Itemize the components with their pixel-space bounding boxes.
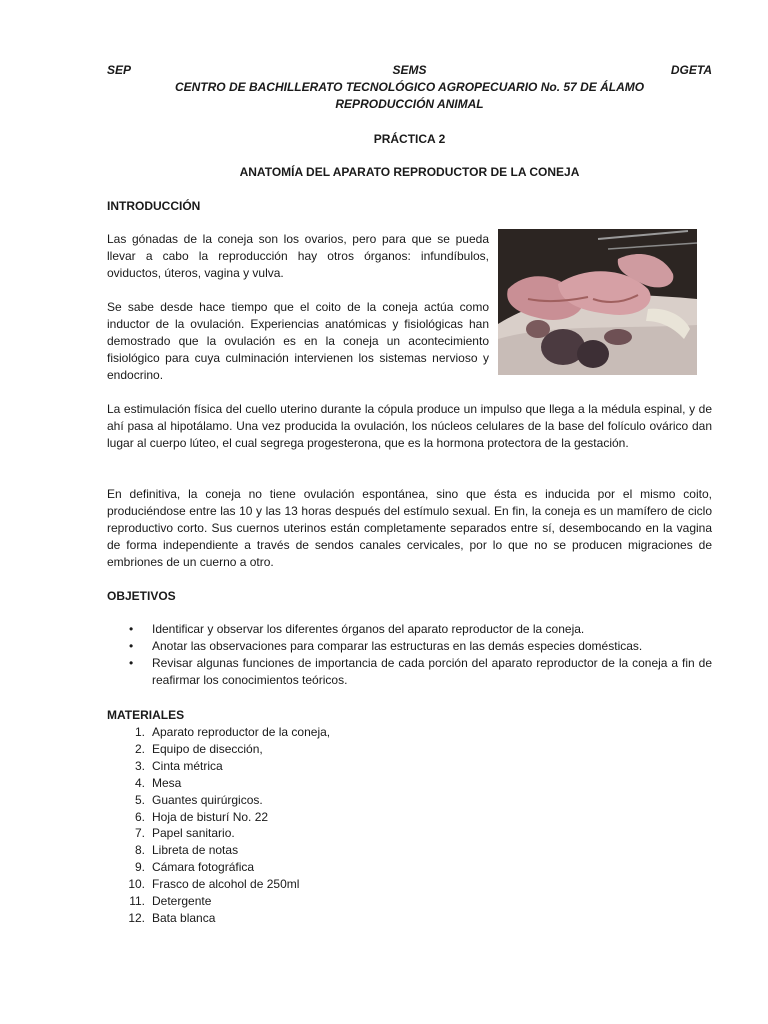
institution-name: CENTRO DE BACHILLERATO TECNOLÓGICO AGROPECUARIO No. 57 DE ÁLAMO xyxy=(174,80,645,94)
header-dgeta: DGETA xyxy=(670,63,712,77)
document-title: ANATOMÍA DEL APARATO REPRODUCTOR DE LA CONEJA xyxy=(239,165,580,179)
header-sep: SEP xyxy=(107,63,132,77)
material-text: Cinta métrica xyxy=(152,758,223,773)
intro-paragraph-4: En definitiva, la coneja no tiene ovulación espontánea, sino que ésta es inducida por el mismo coito, produciéndose entre las 10 y las 13 horas después del estímulo sexual. En fin, la coneja es un mamífero de ciclo reproductivo corto. Sus cuernos uterinos están completamente separados entre sí, desembocando en la vagina de forma independiente a través de sendos canales cervicales, por lo que no se producen migraciones de embriones de un cuerno a otro. xyxy=(107,487,712,569)
list-item xyxy=(107,638,712,655)
list-item xyxy=(107,910,712,927)
objectives-list xyxy=(107,621,712,689)
objective-text: Revisar algunas funciones de importancia de cada porción del aparato reproductor de la coneja a fin de reafirmar los conocimientos teóricos. xyxy=(152,656,712,687)
material-text: Cámara fotográfica xyxy=(152,860,255,875)
intro-paragraph-3: La estimulación física del cuello uterino durante la cópula produce un impulso que llega a la médula espinal, y de ahí pasa al hipotálamo. Una vez producida la ovulación, los núcleos celulares de la base del folículo ovárico dan lugar al cuerpo lúteo, el cual segrega progesterona, que es la hormona protectora de la gestación. xyxy=(107,402,712,450)
material-text: Bata blanca xyxy=(152,910,216,925)
material-text: Mesa xyxy=(152,775,182,790)
material-text: Libreta de notas xyxy=(152,843,239,858)
list-item xyxy=(107,724,712,741)
material-text: Equipo de disección, xyxy=(152,741,263,756)
item-number: 11. xyxy=(129,894,145,909)
objectives-heading: OBJETIVOS xyxy=(107,589,176,603)
practice-number: PRÁCTICA 2 xyxy=(373,132,446,146)
item-number: 2. xyxy=(134,741,145,756)
item-number: 10. xyxy=(128,877,145,892)
item-number: 1. xyxy=(134,725,145,739)
list-item xyxy=(107,825,712,842)
list-item xyxy=(107,792,712,809)
list-item xyxy=(107,655,712,689)
list-item xyxy=(107,893,712,910)
material-text: Guantes quirúrgicos. xyxy=(152,792,263,807)
list-item xyxy=(107,876,712,893)
list-item xyxy=(107,741,712,758)
item-number: 4. xyxy=(134,775,145,790)
material-text: Papel sanitario. xyxy=(152,826,235,841)
item-number: 8. xyxy=(134,843,145,858)
item-number: 6. xyxy=(134,809,145,824)
list-item xyxy=(107,758,712,775)
material-text: Detergente xyxy=(152,894,212,909)
list-item xyxy=(107,621,712,638)
objective-text: Anotar las observaciones para comparar las estructuras en las demás especies domésticas. xyxy=(152,639,643,653)
intro-paragraph-2: Se sabe desde hace tiempo que el coito de la coneja actúa como inductor de la ovulación. Experiencias anatómicas y fisiológicas han demostrado que la ovulación es en la coneja un acontecimiento fisiológico para cuya culminación intervienen los sistemas nervioso y endocrino. xyxy=(107,300,489,382)
list-item xyxy=(107,775,712,792)
material-text: Hoja de bisturí No. 22 xyxy=(152,809,269,824)
item-number: 7. xyxy=(134,826,145,841)
bullet-marker: • xyxy=(129,656,134,670)
materials-list xyxy=(107,724,712,927)
header-sems: SEMS xyxy=(392,63,427,77)
item-number: 5. xyxy=(134,792,145,807)
header-row xyxy=(107,63,712,79)
list-item xyxy=(107,842,712,859)
list-item xyxy=(107,859,712,876)
intro-heading: INTRODUCCIÓN xyxy=(107,199,201,213)
item-number: 3. xyxy=(134,758,145,773)
item-number: 9. xyxy=(134,860,145,875)
subject-name: REPRODUCCIÓN ANIMAL xyxy=(335,97,484,111)
bullet-marker: • xyxy=(129,622,134,636)
intro-paragraph-1: Las gónadas de la coneja son los ovarios, pero para que se pueda llevar a cabo la reproducción hay otros órganos: infundíbulos, oviductos, úteros, vagina y vulva. xyxy=(107,232,489,280)
objective-text: Identificar y observar los diferentes órganos del aparato reproductor de la coneja. xyxy=(152,622,585,636)
bullet-marker: • xyxy=(129,639,134,653)
item-number: 12. xyxy=(128,910,145,925)
dissection-photo xyxy=(498,229,697,375)
material-text: Aparato reproductor de la coneja, xyxy=(152,725,331,739)
material-text: Frasco de alcohol de 250ml xyxy=(152,877,300,892)
list-item xyxy=(107,809,712,826)
materials-heading: MATERIALES xyxy=(107,708,185,722)
